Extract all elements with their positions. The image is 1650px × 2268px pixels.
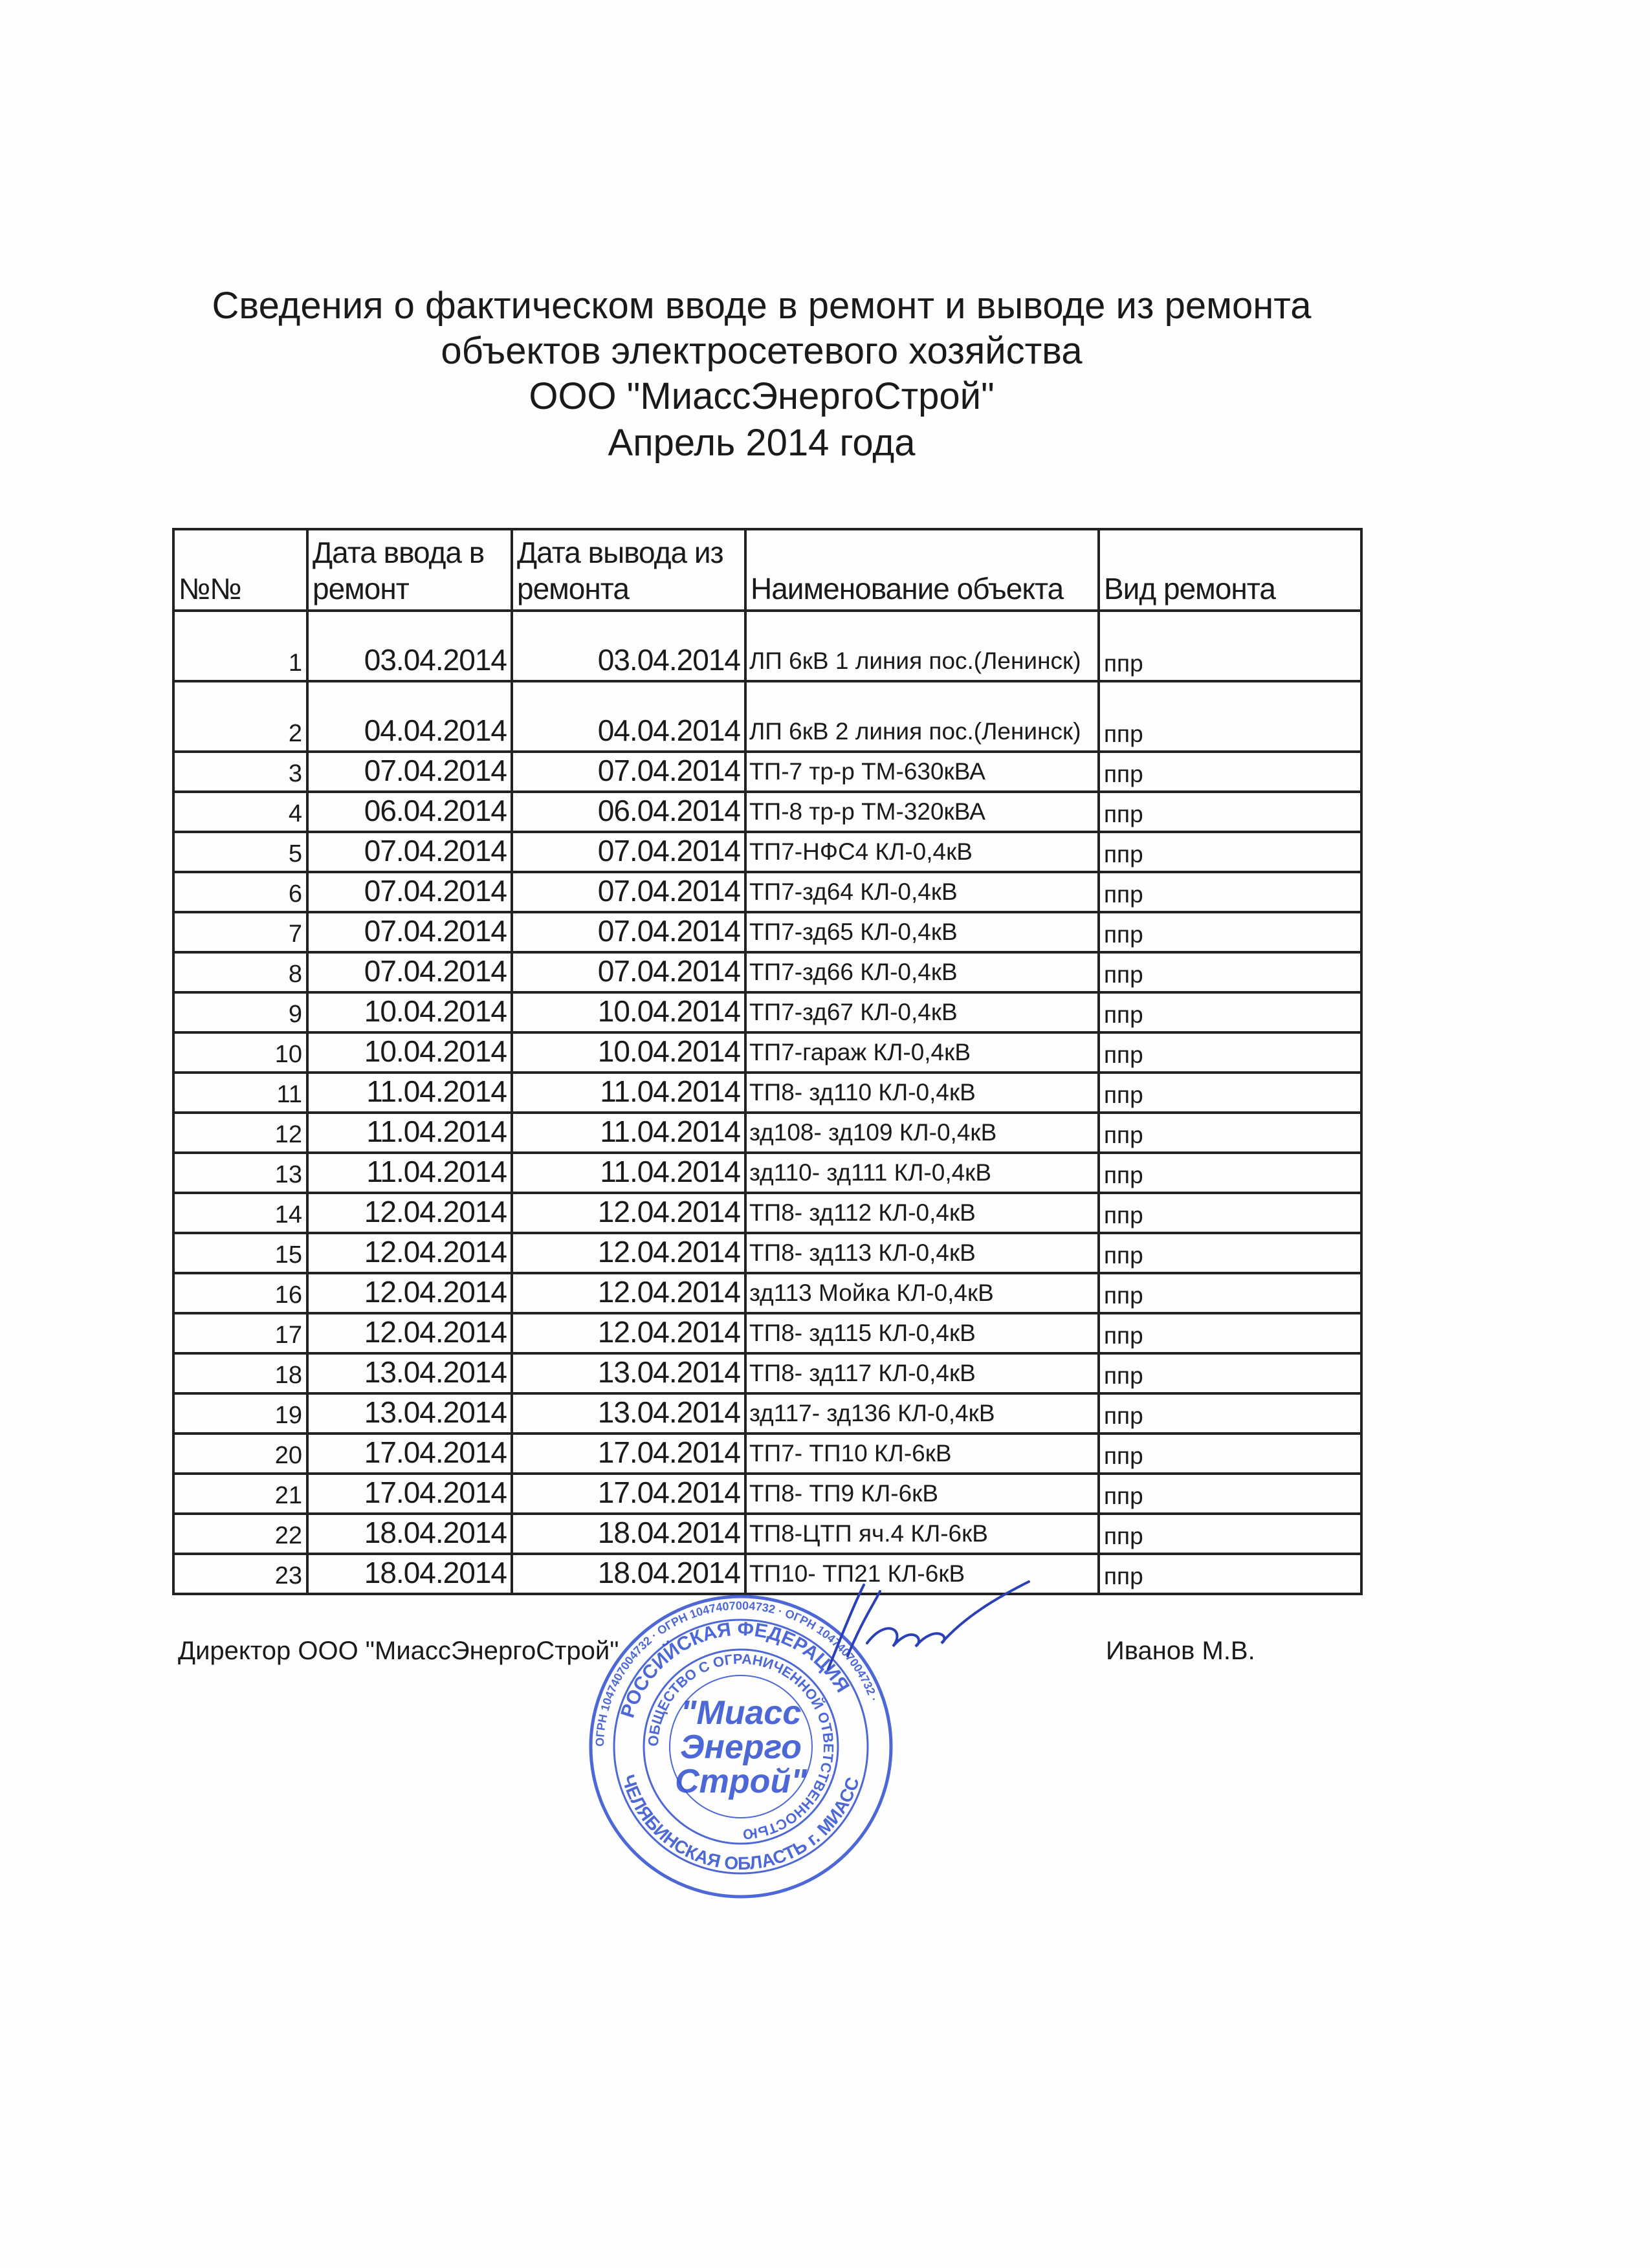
row-number: 17 [173, 1313, 307, 1353]
object-name: ТП8- зд110 КЛ-0,4кВ [745, 1073, 1099, 1113]
svg-text:Энерго: Энерго [680, 1728, 802, 1766]
end-date: 18.04.2014 [512, 1514, 745, 1554]
start-date: 13.04.2014 [307, 1393, 512, 1434]
svg-text:ЧЕЛЯБИНСКАЯ ОБЛАСТЬ г. МИАСС: ЧЕЛЯБИНСКАЯ ОБЛАСТЬ г. МИАСС [617, 1772, 863, 1874]
table-row [173, 1434, 1361, 1474]
repair-type: ппр [1099, 912, 1361, 952]
repair-type: ппр [1099, 1113, 1361, 1153]
start-date: 12.04.2014 [307, 1273, 512, 1313]
table-row [173, 832, 1361, 872]
start-date: 18.04.2014 [307, 1554, 512, 1594]
header-object-name: Наименование объекта [745, 529, 1099, 611]
end-date: 07.04.2014 [512, 832, 745, 872]
end-date: 13.04.2014 [512, 1353, 745, 1393]
repair-type: ппр [1099, 1353, 1361, 1393]
table-row [173, 1032, 1361, 1073]
table-row [173, 1193, 1361, 1233]
end-date: 11.04.2014 [512, 1113, 745, 1153]
object-name: ТП7- ТП10 КЛ-6кВ [745, 1434, 1099, 1474]
table-row [173, 1554, 1361, 1594]
repair-type: ппр [1099, 832, 1361, 872]
table-row [173, 1474, 1361, 1514]
repair-type: ппр [1099, 1153, 1361, 1193]
row-number: 12 [173, 1113, 307, 1153]
table-row [173, 681, 1361, 752]
start-date: 18.04.2014 [307, 1514, 512, 1554]
object-name: ТП7-зд66 КЛ-0,4кВ [745, 952, 1099, 992]
end-date: 17.04.2014 [512, 1474, 745, 1514]
end-date: 10.04.2014 [512, 1032, 745, 1073]
start-date: 04.04.2014 [307, 681, 512, 752]
header-number: №№ [173, 529, 307, 611]
row-number: 11 [173, 1073, 307, 1113]
row-number: 18 [173, 1353, 307, 1393]
row-number: 15 [173, 1233, 307, 1273]
start-date: 12.04.2014 [307, 1193, 512, 1233]
row-number: 8 [173, 952, 307, 992]
start-date: 11.04.2014 [307, 1073, 512, 1113]
end-date: 04.04.2014 [512, 681, 745, 752]
object-name: ТП7-НФС4 КЛ-0,4кВ [745, 832, 1099, 872]
svg-text:ОГРН 1047407004732 · ОГРН 1047: ОГРН 1047407004732 · ОГРН 1047407004732 · ОГРН 1047407004732 · [593, 1598, 881, 1747]
start-date: 10.04.2014 [307, 1032, 512, 1073]
repair-type: ппр [1099, 611, 1361, 681]
repair-type: ппр [1099, 952, 1361, 992]
start-date: 06.04.2014 [307, 792, 512, 832]
start-date: 07.04.2014 [307, 752, 512, 792]
object-name: ТП7-зд64 КЛ-0,4кВ [745, 872, 1099, 912]
object-name: ТП7-гараж КЛ-0,4кВ [745, 1032, 1099, 1073]
header-start-date: Дата ввода в ремонт [307, 529, 512, 611]
signatory-name: Иванов М.В. [1106, 1637, 1255, 1665]
svg-text:"Миасс: "Миасс [680, 1694, 802, 1732]
document-title-company: ООО "МиассЭнергоСтрой" [529, 375, 995, 417]
repair-type: ппр [1099, 992, 1361, 1032]
object-name: зд113 Мойка КЛ-0,4кВ [745, 1273, 1099, 1313]
table-row [173, 1353, 1361, 1393]
repair-type: ппр [1099, 681, 1361, 752]
repair-type: ппр [1099, 1313, 1361, 1353]
end-date: 06.04.2014 [512, 792, 745, 832]
end-date: 12.04.2014 [512, 1313, 745, 1353]
svg-text:Строй": Строй" [675, 1763, 807, 1800]
table-row [173, 752, 1361, 792]
row-number: 1 [173, 611, 307, 681]
table-row [173, 1113, 1361, 1153]
start-date: 07.04.2014 [307, 952, 512, 992]
row-number: 9 [173, 992, 307, 1032]
repair-table [172, 528, 1363, 1595]
row-number: 19 [173, 1393, 307, 1434]
start-date: 12.04.2014 [307, 1313, 512, 1353]
start-date: 13.04.2014 [307, 1353, 512, 1393]
header-repair-type: Вид ремонта [1099, 529, 1361, 611]
table-row [173, 1393, 1361, 1434]
row-number: 14 [173, 1193, 307, 1233]
object-name: ТП7-зд65 КЛ-0,4кВ [745, 912, 1099, 952]
document-title-line-1: Сведения о фактическом вводе в ремонт и выводе из ремонта [212, 285, 1312, 327]
table-row [173, 1233, 1361, 1273]
repair-type: ппр [1099, 872, 1361, 912]
end-date: 07.04.2014 [512, 872, 745, 912]
table-row [173, 611, 1361, 681]
document-title-line-2: объектов электросетевого хозяйства [441, 330, 1083, 372]
end-date: 10.04.2014 [512, 992, 745, 1032]
row-number: 6 [173, 872, 307, 912]
handwritten-signature [802, 1578, 1035, 1675]
start-date: 07.04.2014 [307, 872, 512, 912]
object-name: ТП8- зд112 КЛ-0,4кВ [745, 1193, 1099, 1233]
row-number: 4 [173, 792, 307, 832]
repair-type: ппр [1099, 1434, 1361, 1474]
table-row [173, 1313, 1361, 1353]
start-date: 07.04.2014 [307, 832, 512, 872]
row-number: 5 [173, 832, 307, 872]
repair-type: ппр [1099, 1554, 1361, 1594]
end-date: 11.04.2014 [512, 1153, 745, 1193]
object-name: зд117- зд136 КЛ-0,4кВ [745, 1393, 1099, 1434]
row-number: 16 [173, 1273, 307, 1313]
object-name: ТП-7 тр-р ТМ-630кВА [745, 752, 1099, 792]
object-name: ТП8- зд117 КЛ-0,4кВ [745, 1353, 1099, 1393]
object-name: ЛП 6кВ 1 линия пос.(Ленинск) [745, 611, 1099, 681]
repair-type: ппр [1099, 1032, 1361, 1073]
object-name: ТП8- зд113 КЛ-0,4кВ [745, 1233, 1099, 1273]
table-row [173, 912, 1361, 952]
repair-type: ппр [1099, 1514, 1361, 1554]
start-date: 11.04.2014 [307, 1113, 512, 1153]
object-name: ЛП 6кВ 2 линия пос.(Ленинск) [745, 681, 1099, 752]
end-date: 07.04.2014 [512, 752, 745, 792]
table-row [173, 872, 1361, 912]
row-number: 3 [173, 752, 307, 792]
end-date: 17.04.2014 [512, 1434, 745, 1474]
repair-type: ппр [1099, 1233, 1361, 1273]
end-date: 18.04.2014 [512, 1554, 745, 1594]
table-row [173, 792, 1361, 832]
end-date: 07.04.2014 [512, 912, 745, 952]
table-row [173, 1153, 1361, 1193]
object-name: ТП8- ТП9 КЛ-6кВ [745, 1474, 1099, 1514]
end-date: 12.04.2014 [512, 1233, 745, 1273]
svg-text:ОБЩЕСТВО С ОГРАНИЧЕННОЙ ОТВЕТС: ОБЩЕСТВО С ОГРАНИЧЕННОЙ ОТВЕТСТВЕННОСТЬЮ [644, 1650, 837, 1843]
end-date: 12.04.2014 [512, 1273, 745, 1313]
repair-type: ппр [1099, 792, 1361, 832]
svg-text:РОССИЙСКАЯ ФЕДЕРАЦИЯ: РОССИЙСКАЯ ФЕДЕРАЦИЯ [617, 1618, 853, 1721]
object-name: ТП-8 тр-р ТМ-320кВА [745, 792, 1099, 832]
repair-type: ппр [1099, 1073, 1361, 1113]
start-date: 03.04.2014 [307, 611, 512, 681]
start-date: 17.04.2014 [307, 1434, 512, 1474]
object-name: ТП8-ЦТП яч.4 КЛ-6кВ [745, 1514, 1099, 1554]
signatory-position: Директор ООО "МиассЭнергоСтрой" [178, 1637, 619, 1665]
object-name: зд110- зд111 КЛ-0,4кВ [745, 1153, 1099, 1193]
start-date: 10.04.2014 [307, 992, 512, 1032]
row-number: 22 [173, 1514, 307, 1554]
document-title-period: Апрель 2014 года [608, 422, 916, 464]
repair-type: ппр [1099, 1193, 1361, 1233]
row-number: 13 [173, 1153, 307, 1193]
table-row [173, 992, 1361, 1032]
table-row [173, 1073, 1361, 1113]
table-header-row [173, 529, 1361, 611]
row-number: 21 [173, 1474, 307, 1514]
object-name: зд108- зд109 КЛ-0,4кВ [745, 1113, 1099, 1153]
start-date: 12.04.2014 [307, 1233, 512, 1273]
start-date: 11.04.2014 [307, 1153, 512, 1193]
row-number: 2 [173, 681, 307, 752]
row-number: 20 [173, 1434, 307, 1474]
object-name: ТП7-зд67 КЛ-0,4кВ [745, 992, 1099, 1032]
row-number: 23 [173, 1554, 307, 1594]
row-number: 7 [173, 912, 307, 952]
start-date: 07.04.2014 [307, 912, 512, 952]
start-date: 17.04.2014 [307, 1474, 512, 1514]
table-row [173, 952, 1361, 992]
repair-type: ппр [1099, 1273, 1361, 1313]
repair-type: ппр [1099, 752, 1361, 792]
object-name: ТП10- ТП21 КЛ-6кВ [745, 1554, 1099, 1594]
end-date: 03.04.2014 [512, 611, 745, 681]
end-date: 13.04.2014 [512, 1393, 745, 1434]
header-end-date: Дата вывода из ремонта [512, 529, 745, 611]
row-number: 10 [173, 1032, 307, 1073]
end-date: 12.04.2014 [512, 1193, 745, 1233]
table-row [173, 1514, 1361, 1554]
repair-type: ппр [1099, 1393, 1361, 1434]
end-date: 11.04.2014 [512, 1073, 745, 1113]
repair-type: ппр [1099, 1474, 1361, 1514]
table-row [173, 1273, 1361, 1313]
end-date: 07.04.2014 [512, 952, 745, 992]
object-name: ТП8- зд115 КЛ-0,4кВ [745, 1313, 1099, 1353]
